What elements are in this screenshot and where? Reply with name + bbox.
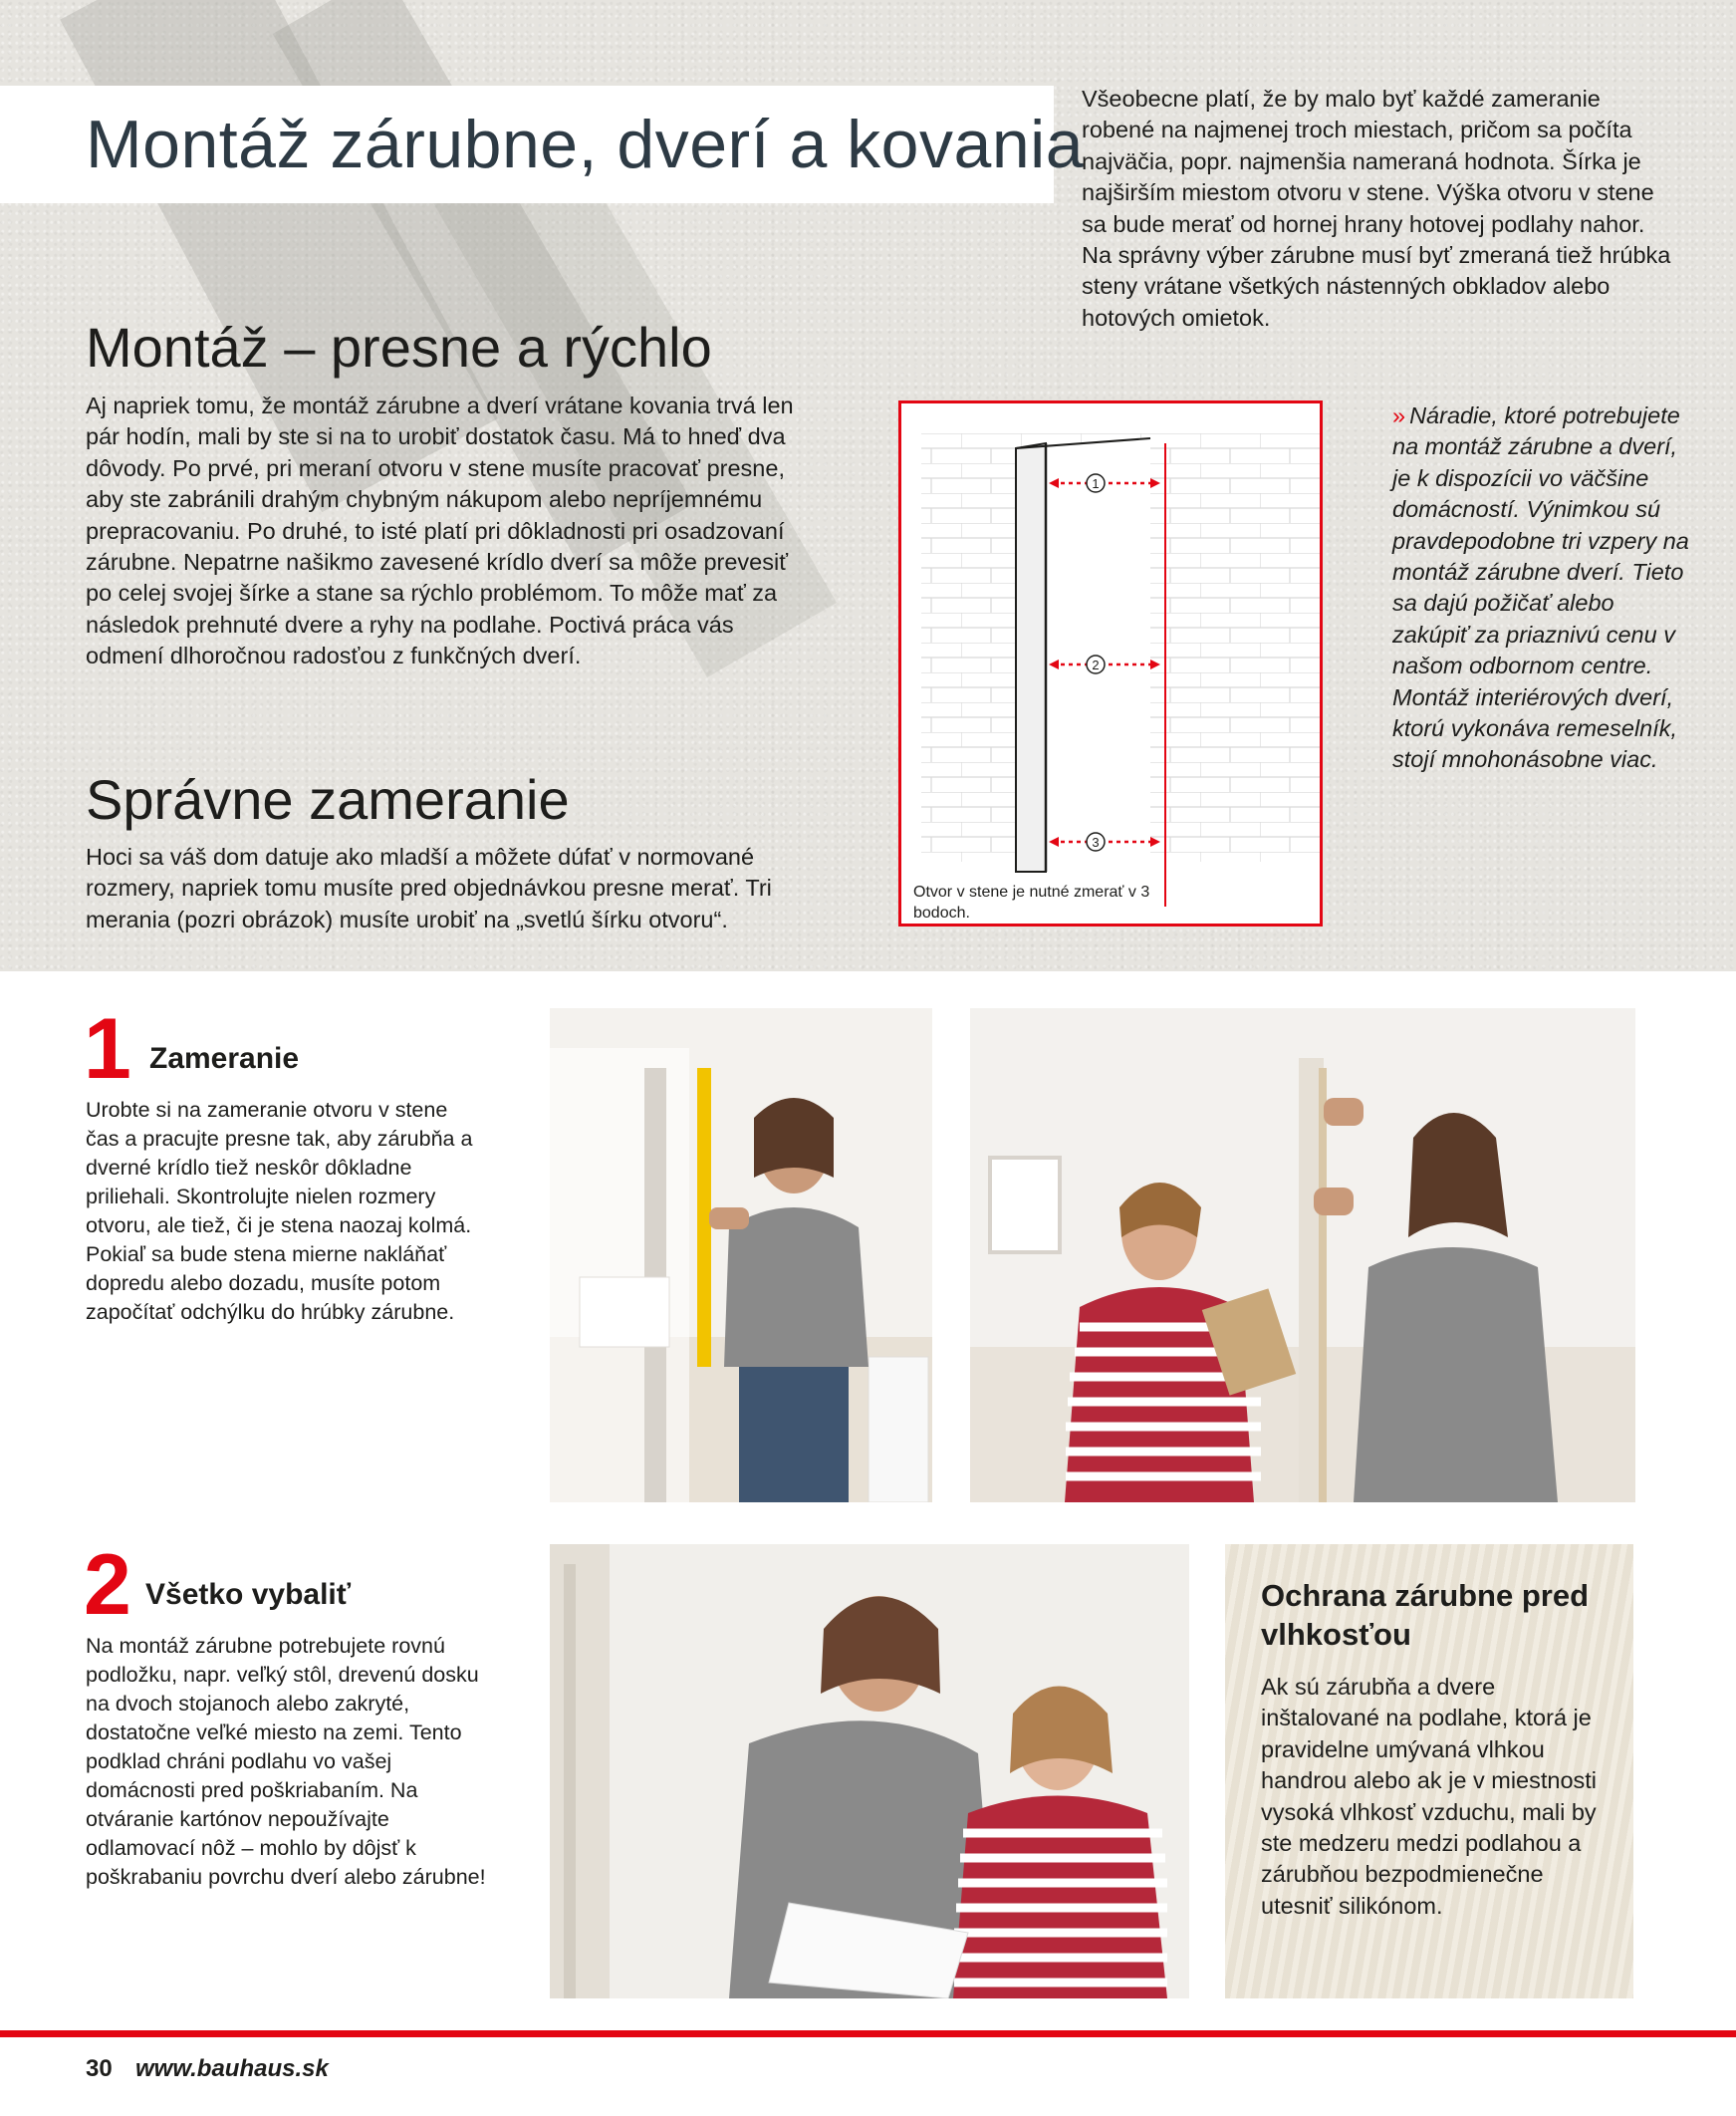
photo-couple-measuring (970, 1008, 1635, 1502)
footer-rule (0, 2030, 1736, 2037)
page-title: Montáž zárubne, dverí a kovania (86, 107, 1085, 182)
intro-text: Všeobecne platí, že by malo byť každé zameranie robené na najmenej troch miestach, pričom sa počíta najväčia, popr. najmenšia nameraná hodnota. Šírka je najširším miestom otvoru v stene. Výška otvoru v stene sa bude merať od hornej hrany hotovej podlahy nahor. Na správny výber zárubne musí byť zmeraná tiež hrúbka steny vrátane všetkých nástenných obkladov alebo hotových omietok. (1082, 86, 1671, 331)
tools-tip (1392, 400, 1691, 776)
info-box-text: Ak sú zárubňa a dvere inštalované na podlahe, ktorá je pravidelne umývaná vlhkou handrou alebo ak je v miestnosti vysoká vlhkosť vzduchu, mali by ste medzeru medzi podlahou a zárubňou bezpodmienečne utesniť silikónom. (1261, 1674, 1598, 1919)
marker-1: 1 (1092, 476, 1100, 491)
section-heading-presne: Montáž – presne a rýchlo (86, 316, 712, 379)
page-number: 30 (86, 2055, 113, 2082)
site-url-link[interactable]: www.bauhaus.sk (135, 2055, 329, 2082)
moisture-protection-box (1225, 1544, 1633, 1998)
marker-3: 3 (1092, 835, 1100, 850)
tools-tip-text: Náradie, ktoré potrebujete na montáž zárubne a dverí, je k dispozícii vo väčšine domácností. Výnimkou sú pravdepodobne tri vzpery na montáž zárubne dverí. Tieto sa dajú požičať alebo zakúpiť za priaznivú cenu v našom odbornom centre. Montáž interiérových dverí, ktorú vykonáva remeselník, stojí mnohonásobne viac. (1392, 402, 1689, 773)
chevron-right-icon: » (1392, 402, 1406, 428)
step-title-2: Všetko vybaliť (145, 1578, 352, 1611)
photo-man-with-level (550, 1008, 932, 1502)
step-number-1: 1 (84, 1001, 131, 1097)
marker-2: 2 (1092, 658, 1100, 672)
photo-couple-reading-instructions (550, 1544, 1189, 1998)
step-title-1: Zameranie (149, 1042, 300, 1075)
section-text-presne: Aj napriek tomu, že montáž zárubne a dverí vrátane kovania trvá len pár hodín, mali by ste si na to urobiť dostatok času. Má to hneď dva dôvody. Po prvé, pri meraní otvoru v stene musíte pracovať presne, aby ste zabránili drahým chybným nákupom alebo nepríjemnému prepracovaniu. Po druhé, to isté platí pri dôkladnosti pri osadzovaní zárubne. Nepatrne našikmo zavesené krídlo dverí sa môže prevesiť po celej svojej šírke a stane sa rýchlo problémom. To môže mať za následok prehnuté dvere a ryhy na podlahe. Poctivá práca vás odmení dlhoročnou radosťou z funkčných dverí. (86, 393, 794, 669)
step-number-2: 2 (84, 1537, 131, 1633)
step-text-2: Na montáž zárubne potrebujete rovnú podložku, napr. veľký stôl, drevenú dosku na dvoch stojanoch alebo zakryté, dostatočne veľké miesto na zemi. Tento podklad chráni podlahu vo vašej domácnosti pred poškriabaním. Na otváranie kartónov nepoužívajte odlamovací nôž – mohlo by dôjsť k poškrabaniu povrchu dverí alebo zárubne! (86, 1634, 486, 1889)
section-text-zameranie: Hoci sa váš dom datuje ako mladší a môžete dúfať v normované rozmery, napriek tomu musíte pred objednávkou presne merať. Tri merania (pozri obrázok) musíte urobiť na „svetlú šírku otvoru“. (86, 844, 772, 932)
info-box-title: Ochrana zárubne pred vlhkosťou (1261, 1578, 1590, 1652)
measurement-diagram (898, 400, 1323, 926)
diagram-caption: Otvor v stene je nutné zmerať v 3 bodoch. (913, 884, 1150, 922)
wall-opening-illustration (901, 403, 1323, 926)
step-text-1: Urobte si na zameranie otvoru v stene čas a pracujte presne tak, aby zárubňa a dverné krídlo tiež neskôr dôkladne priliehali. Skontrolujte nielen rozmery otvoru, ale tiež, či je stena naozaj kolmá. Pokiaľ sa bude stena mierne nakláňať dopredu alebo dozadu, musíte potom započítať odchýlku do hrúbky zárubne. (86, 1098, 473, 1324)
section-heading-zameranie: Správne zameranie (86, 768, 570, 831)
